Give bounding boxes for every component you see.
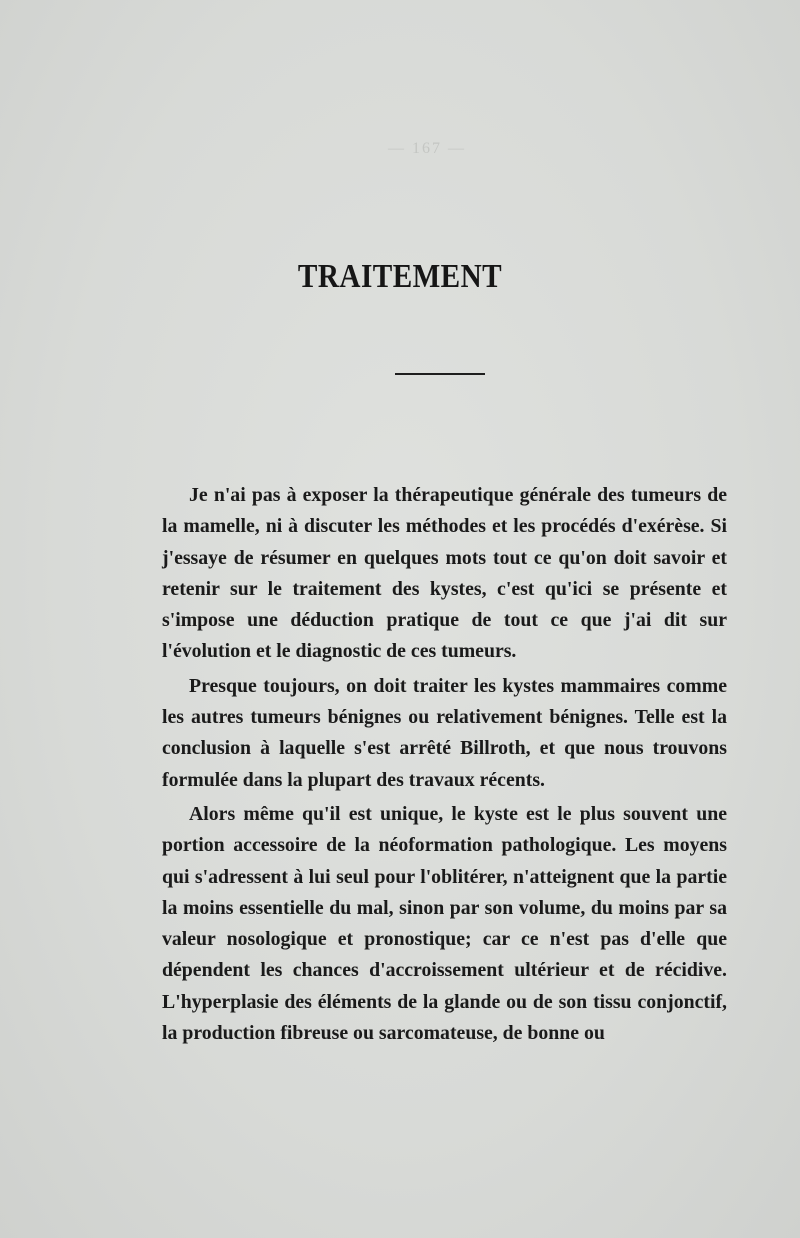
chapter-title: TRAITEMENT <box>297 258 503 295</box>
paragraph-1: Je n'ai pas à exposer la thérapeutique générale des tumeurs de la mamelle, ni à discuter les méthodes et les procédés d'exérèse. Si j'essaye de résumer en quelques mots tout ce qu'on doit savoir et retenir sur le traitement des kystes, c'est qu'ici se présente et s'impose une déduction pratique de tout ce que j'ai dit sur l'évolution et le diagnostic de ces tumeurs. <box>162 484 727 663</box>
body-text <box>162 480 727 1052</box>
page-number-bleedthrough: — 167 — <box>388 140 466 157</box>
paragraph-3: Alors même qu'il est unique, le kyste est le plus souvent une portion accessoire de la néoformation pathologique. Les moyens qui s'adressent à lui seul pour l'oblitérer, n'atteignent que la partie la moins essentielle du mal, sinon par son volume, du moins par sa valeur nosologique et pronostique; car ce n'est pas d'elle que dépendent les chances d'accroissement ultérieur et de récidive. L'hyperplasie des éléments de la glande ou de son tissu conjonctif, la production fibreuse ou sarcomateuse, de bonne ou <box>162 802 727 1045</box>
paragraph-2: Presque toujours, on doit traiter les kystes mammaires comme les autres tumeurs bénignes ou relativement bénignes. Telle est la conclusion à laquelle s'est arrêté Billroth, et que nous trouvons formulée dans la plupart des travaux récents. <box>162 674 727 791</box>
title-rule-divider <box>395 373 485 375</box>
